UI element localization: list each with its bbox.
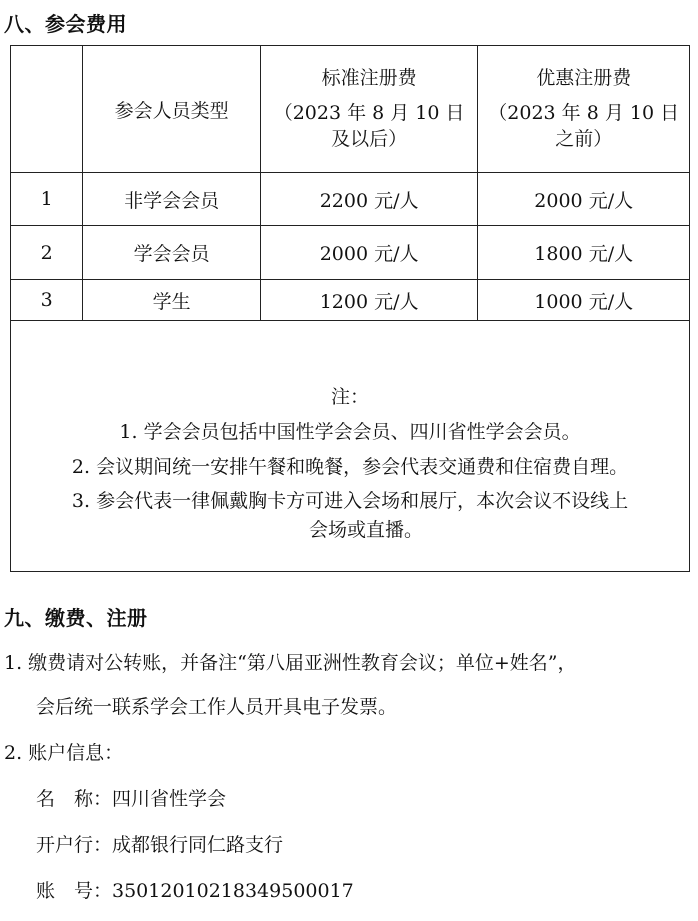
header-discount-fee-date: （2023 年 8 月 10 日 [488, 102, 680, 125]
table-row [11, 173, 690, 226]
row-type: 非学会会员 [83, 173, 260, 226]
payment-instruction-line2: 会后统一联系学会工作人员开具电子发票。 [36, 696, 398, 718]
account-bank: 开户行：成都银行同仁路支行 [36, 834, 284, 856]
payment-instruction-line1: 1. 缴费请对公转账，并备注“第八届亚洲性教育会议；单位+姓名”， [4, 652, 577, 674]
notes-cell [11, 321, 690, 572]
registration-fee-table [10, 45, 690, 572]
table-row [11, 280, 690, 321]
account-name: 名 称：四川省性学会 [36, 788, 227, 810]
header-standard-fee-date: （2023 年 8 月 10 日 [273, 102, 465, 125]
header-standard-fee-cell [260, 46, 478, 173]
row-index: 1 [11, 173, 83, 226]
note-item-continuation: 会场或直播。 [308, 519, 423, 542]
header-discount-fee-cell [478, 46, 690, 173]
row-type: 学生 [83, 280, 260, 321]
row-discount-fee: 1800 元/人 [478, 226, 690, 280]
note-item: 2. 会议期间统一安排午餐和晚餐，参会代表交通费和住宿费自理。 [71, 455, 629, 478]
header-type-cell [83, 46, 260, 173]
row-standard-fee: 2000 元/人 [260, 226, 478, 280]
row-index: 3 [11, 280, 83, 321]
row-standard-fee: 2200 元/人 [260, 173, 478, 226]
header-standard-fee-date-suffix: 及以后） [331, 127, 408, 150]
row-discount-fee: 1000 元/人 [478, 280, 690, 321]
table-row [11, 226, 690, 280]
header-type-label: 参会人员类型 [114, 99, 229, 122]
table-header-row [11, 46, 690, 173]
note-item: 1. 学会会员包括中国性学会会员、四川省性学会会员。 [119, 420, 581, 443]
row-type: 学会会员 [83, 226, 260, 280]
row-standard-fee: 1200 元/人 [260, 280, 478, 321]
row-index: 2 [11, 226, 83, 280]
header-discount-fee-label: 优惠注册费 [536, 66, 632, 89]
table-notes-row [11, 321, 690, 572]
section-9-title: 九、缴费、注册 [4, 606, 148, 630]
header-index-cell [11, 46, 83, 173]
row-discount-fee: 2000 元/人 [478, 173, 690, 226]
note-item: 3. 参会代表一律佩戴胸卡方可进入会场和展厅，本次会议不设线上 [71, 490, 629, 513]
notes-label: 注： [330, 386, 369, 409]
account-number: 账 号：35012010218349500017 [36, 880, 354, 902]
header-discount-fee-date-suffix: 之前） [555, 127, 613, 150]
section-8-title: 八、参会费用 [4, 12, 127, 36]
account-info-heading: 2. 账户信息： [4, 742, 124, 764]
header-standard-fee-label: 标准注册费 [321, 66, 417, 89]
